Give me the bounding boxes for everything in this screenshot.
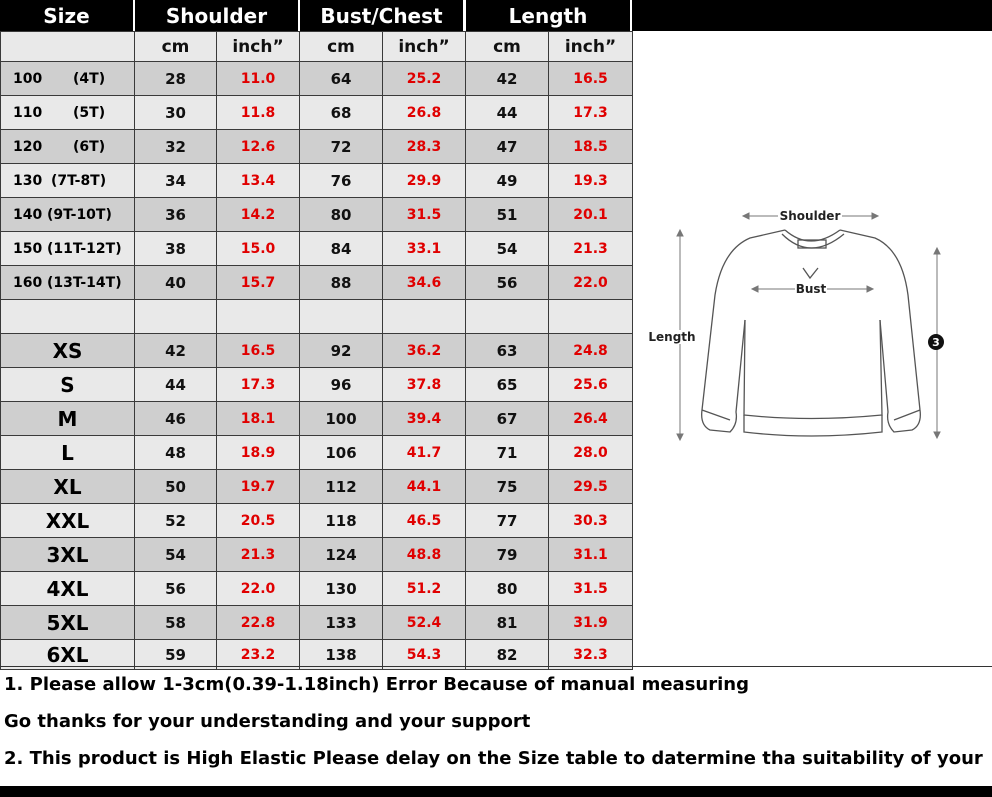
cm-cell: 75 <box>466 470 549 504</box>
inch-cell: 31.1 <box>549 538 633 572</box>
spacer-cell <box>466 300 549 334</box>
size-alt: (4T) <box>73 70 106 87</box>
table-row <box>1 198 633 232</box>
cm-cell: 40 <box>135 266 217 300</box>
spacer-cell <box>300 300 383 334</box>
inch-cell: 29.5 <box>549 470 633 504</box>
notes <box>0 666 992 790</box>
cm-cell: 118 <box>300 504 383 538</box>
size-cell: 4XL <box>1 572 135 606</box>
note-3: 2. This product is High Elastic Please delay on the Size table to datermine tha suitability of your <box>4 748 983 769</box>
inch-cell: 21.3 <box>217 538 300 572</box>
inch-cell: 39.4 <box>383 402 466 436</box>
table-row <box>1 606 633 640</box>
size-number: 130 <box>13 172 43 189</box>
size-number: 100 <box>13 70 43 87</box>
inch-cell: 18.1 <box>217 402 300 436</box>
unit-cm: cm <box>466 32 549 62</box>
inch-cell: 31.9 <box>549 606 633 640</box>
table-row <box>1 572 633 606</box>
inch-cell: 23.2 <box>217 640 300 670</box>
inch-cell: 30.3 <box>549 504 633 538</box>
cm-cell: 76 <box>300 164 383 198</box>
size-alt: (6T) <box>73 138 106 155</box>
size-alt: (7T-8T) <box>51 172 107 189</box>
cm-cell: 54 <box>466 232 549 266</box>
cm-cell: 106 <box>300 436 383 470</box>
inch-cell: 17.3 <box>549 96 633 130</box>
inch-cell: 20.5 <box>217 504 300 538</box>
size-alt: (5T) <box>73 104 106 121</box>
cm-cell: 92 <box>300 334 383 368</box>
size-number: 120 <box>13 138 43 155</box>
cm-cell: 52 <box>135 504 217 538</box>
cm-cell: 50 <box>135 470 217 504</box>
inch-cell: 24.8 <box>549 334 633 368</box>
table-row <box>1 470 633 504</box>
table-row <box>1 232 633 266</box>
size-cell: M <box>1 402 135 436</box>
size-cell <box>1 198 135 232</box>
cm-cell: 36 <box>135 198 217 232</box>
table-row <box>1 368 633 402</box>
cm-cell: 47 <box>466 130 549 164</box>
cm-cell: 82 <box>466 640 549 670</box>
size-cell: 5XL <box>1 606 135 640</box>
cm-cell: 65 <box>466 368 549 402</box>
size-number: 150 <box>13 240 43 257</box>
size-number: 140 <box>13 206 43 223</box>
inch-cell: 46.5 <box>383 504 466 538</box>
inch-cell: 37.8 <box>383 368 466 402</box>
sweater-diagram <box>640 200 980 450</box>
inch-cell: 25.6 <box>549 368 633 402</box>
inch-cell: 15.0 <box>217 232 300 266</box>
table-row <box>1 402 633 436</box>
cm-cell: 124 <box>300 538 383 572</box>
table-row <box>1 96 633 130</box>
inch-cell: 31.5 <box>383 198 466 232</box>
cm-cell: 80 <box>300 198 383 232</box>
inch-cell: 51.2 <box>383 572 466 606</box>
cm-cell: 59 <box>135 640 217 670</box>
size-table-body <box>1 32 633 670</box>
cm-cell: 80 <box>466 572 549 606</box>
cm-cell: 138 <box>300 640 383 670</box>
spacer-cell <box>383 300 466 334</box>
table-row <box>1 62 633 96</box>
cm-cell: 46 <box>135 402 217 436</box>
inch-cell: 48.8 <box>383 538 466 572</box>
inch-cell: 13.4 <box>217 164 300 198</box>
unit-inch: inch” <box>549 32 633 62</box>
cm-cell: 30 <box>135 96 217 130</box>
cm-cell: 56 <box>135 572 217 606</box>
inch-cell: 14.2 <box>217 198 300 232</box>
size-table <box>0 31 633 670</box>
inch-cell: 18.9 <box>217 436 300 470</box>
inch-cell: 19.7 <box>217 470 300 504</box>
bust-label: Bust <box>795 282 827 296</box>
inch-cell: 16.5 <box>217 334 300 368</box>
header-shoulder-label: Shoulder <box>165 3 268 28</box>
inch-cell: 11.0 <box>217 62 300 96</box>
inch-cell: 26.4 <box>549 402 633 436</box>
cm-cell: 88 <box>300 266 383 300</box>
cm-cell: 42 <box>466 62 549 96</box>
shoulder-label: Shoulder <box>779 209 841 223</box>
note-1: 1. Please allow 1-3cm(0.39-1.18inch) Error Because of manual measuring <box>4 674 749 695</box>
size-cell <box>1 232 135 266</box>
cm-cell: 34 <box>135 164 217 198</box>
cm-cell: 56 <box>466 266 549 300</box>
spacer-cell <box>549 300 633 334</box>
cm-cell: 67 <box>466 402 549 436</box>
cm-cell: 130 <box>300 572 383 606</box>
inch-cell: 12.6 <box>217 130 300 164</box>
cm-cell: 79 <box>466 538 549 572</box>
cm-cell: 112 <box>300 470 383 504</box>
size-cell: XXL <box>1 504 135 538</box>
cm-cell: 100 <box>300 402 383 436</box>
unit-inch: inch” <box>217 32 300 62</box>
inch-cell: 36.2 <box>383 334 466 368</box>
size-number: 110 <box>13 104 43 121</box>
size-cell <box>1 96 135 130</box>
size-alt: (11T-12T) <box>47 240 122 257</box>
inch-cell: 28.3 <box>383 130 466 164</box>
inch-cell: 22.0 <box>549 266 633 300</box>
inch-cell: 11.8 <box>217 96 300 130</box>
cm-cell: 68 <box>300 96 383 130</box>
cm-cell: 63 <box>466 334 549 368</box>
header-size <box>0 0 133 31</box>
inch-cell: 19.3 <box>549 164 633 198</box>
size-cell <box>1 62 135 96</box>
header-length <box>466 0 630 31</box>
inch-cell: 15.7 <box>217 266 300 300</box>
inch-cell: 21.3 <box>549 232 633 266</box>
cm-cell: 38 <box>135 232 217 266</box>
spacer-cell <box>217 300 300 334</box>
header-blank <box>632 0 992 31</box>
unit-blank <box>1 32 135 62</box>
size-number: 160 <box>13 274 43 291</box>
size-cell: XL <box>1 470 135 504</box>
inch-cell: 25.2 <box>383 62 466 96</box>
table-row <box>1 538 633 572</box>
size-cell <box>1 266 135 300</box>
inch-cell: 28.0 <box>549 436 633 470</box>
size-cell: 6XL <box>1 640 135 670</box>
table-row <box>1 130 633 164</box>
size-alt: (9T-10T) <box>47 206 112 223</box>
cm-cell: 58 <box>135 606 217 640</box>
cm-cell: 72 <box>300 130 383 164</box>
cm-cell: 77 <box>466 504 549 538</box>
header-shoulder <box>135 0 298 31</box>
header-bust-label: Bust/Chest <box>320 3 443 28</box>
table-row <box>1 266 633 300</box>
cm-cell: 42 <box>135 334 217 368</box>
inch-cell: 16.5 <box>549 62 633 96</box>
note-2: Go thanks for your understanding and your support <box>4 711 531 732</box>
table-row <box>1 504 633 538</box>
inch-cell: 20.1 <box>549 198 633 232</box>
sleeve-badge-label: 3 <box>932 336 940 349</box>
table-row <box>1 640 633 670</box>
table-row <box>1 334 633 368</box>
cm-cell: 44 <box>135 368 217 402</box>
cm-cell: 51 <box>466 198 549 232</box>
inch-cell: 32.3 <box>549 640 633 670</box>
inch-cell: 31.5 <box>549 572 633 606</box>
header-length-label: Length <box>508 3 588 28</box>
cm-cell: 64 <box>300 62 383 96</box>
inch-cell: 44.1 <box>383 470 466 504</box>
size-cell: L <box>1 436 135 470</box>
inch-cell: 22.8 <box>217 606 300 640</box>
inch-cell: 54.3 <box>383 640 466 670</box>
inch-cell: 26.8 <box>383 96 466 130</box>
size-alt: (13T-14T) <box>47 274 122 291</box>
cm-cell: 54 <box>135 538 217 572</box>
header-size-label: Size <box>43 3 90 28</box>
spacer-row <box>1 300 633 334</box>
cm-cell: 96 <box>300 368 383 402</box>
unit-inch: inch” <box>383 32 466 62</box>
inch-cell: 34.6 <box>383 266 466 300</box>
size-cell: XS <box>1 334 135 368</box>
length-label: Length <box>648 330 696 344</box>
cm-cell: 81 <box>466 606 549 640</box>
cm-cell: 32 <box>135 130 217 164</box>
spacer-cell <box>135 300 217 334</box>
cm-cell: 84 <box>300 232 383 266</box>
cm-cell: 28 <box>135 62 217 96</box>
size-cell: S <box>1 368 135 402</box>
inch-cell: 52.4 <box>383 606 466 640</box>
inch-cell: 18.5 <box>549 130 633 164</box>
cm-cell: 49 <box>466 164 549 198</box>
bottom-bar <box>0 786 992 797</box>
size-cell <box>1 164 135 198</box>
cm-cell: 48 <box>135 436 217 470</box>
cm-cell: 133 <box>300 606 383 640</box>
table-row <box>1 164 633 198</box>
size-cell <box>1 130 135 164</box>
unit-row <box>1 32 633 62</box>
spacer-cell <box>1 300 135 334</box>
inch-cell: 33.1 <box>383 232 466 266</box>
inch-cell: 29.9 <box>383 164 466 198</box>
header-bust <box>300 0 463 31</box>
cm-cell: 71 <box>466 436 549 470</box>
size-cell: 3XL <box>1 538 135 572</box>
inch-cell: 41.7 <box>383 436 466 470</box>
table-row <box>1 436 633 470</box>
cm-cell: 44 <box>466 96 549 130</box>
unit-cm: cm <box>135 32 217 62</box>
unit-cm: cm <box>300 32 383 62</box>
inch-cell: 17.3 <box>217 368 300 402</box>
inch-cell: 22.0 <box>217 572 300 606</box>
